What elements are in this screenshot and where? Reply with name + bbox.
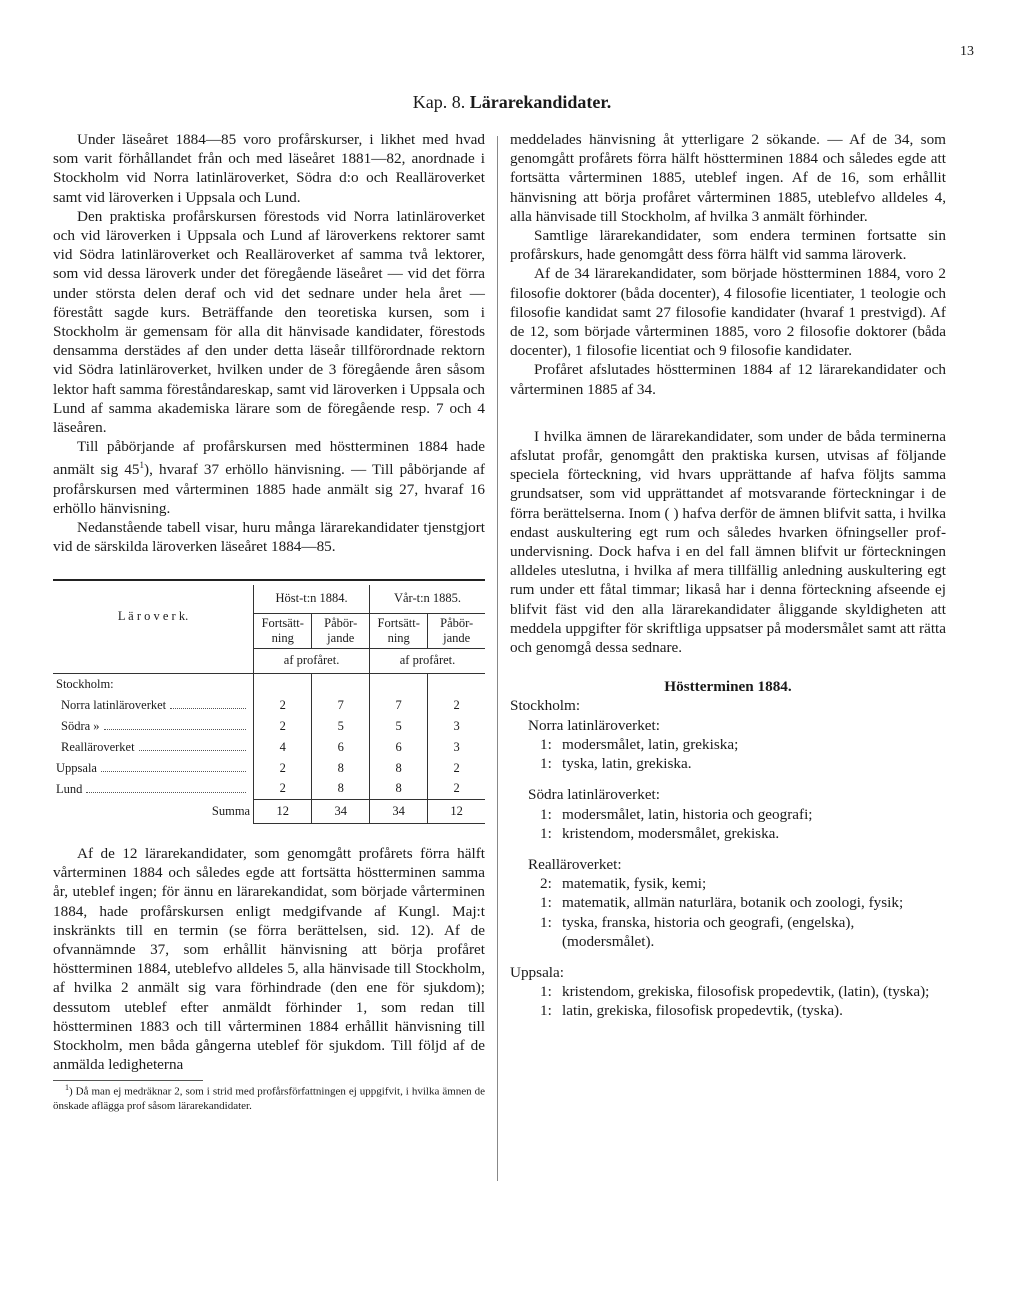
list-subjects: kristendom, grekiska, filosofisk propedevtik, (latin), (tyska); [562, 983, 930, 1001]
page-number: 13 [960, 44, 974, 59]
list-count: 1: [540, 755, 552, 773]
table-row [53, 673, 485, 695]
paragraph: Under läseåret 1884—85 voro profårskurser, i likhet med hvad som varit förhållandet från och med läseåret 1881—82, anordnade i Stockholm vid Norra latinläroverket, Södra d:o och Realläroverket samt vid läroverken i Uppsala och Lund. [53, 131, 485, 206]
table-header-laroverk: L ä r o v e r k. [117, 608, 189, 623]
row-label: Realläroverket [61, 739, 135, 754]
summa-cell: 12 [254, 800, 312, 824]
list-count: 1: [540, 735, 552, 753]
list-count: 1: [540, 983, 552, 1001]
list-item [540, 824, 946, 843]
paragraph: Den praktiska profårskursen förestods vid Norra latinläroverket och vid läroverken i Uppsala och Lund af läroverkens rektorer samt vid Södra latinläroverket och Realläroverket af samma två lektorer, som vid dessa läroverk under det föregående läseåret — vid det förra under största delen deraf och vid det sednare under hela året — förestått sagde kurs. Beträffande den teoretiska kursen, som i Stockholm är gemensam för alla dit hänvisade kandidater, förestods densamma derstädes af den under detta läseår tillförordnade rektorn vid Södra latinläroverket, hvilken under de 3 föregående åren såsom lektor haft samma föreståndareskap, samt vid läroverken i Uppsala och Lund af samma akademiska lärare som de föregående resp. 7 och 4 läseåren. [53, 207, 485, 437]
table-header-pabor: Påbör-jande [312, 613, 370, 648]
list-item [540, 805, 946, 824]
table-cell: 2 [254, 695, 312, 716]
list-item [540, 735, 946, 754]
table-cell: 6 [370, 737, 428, 758]
table-cell: 2 [428, 695, 485, 716]
summa-label: Summa [211, 804, 251, 819]
list-count: 1: [540, 894, 552, 912]
table-header-af: af profåret. [254, 648, 370, 673]
list-subjects: kristendom, modersmålet, grekiska. [562, 824, 780, 842]
chapter-title: Lärarekandidater. [469, 92, 612, 112]
table-cell: 8 [312, 758, 370, 779]
list-heading: Södra latinläroverket: [528, 786, 661, 804]
chapter-heading [0, 92, 1024, 113]
table-header-ht: Höst-t:n 1884. [254, 585, 370, 614]
list-item [540, 913, 946, 951]
table-row [53, 695, 485, 716]
list-count: 1: [540, 913, 552, 931]
paragraph: Nedanstående tabell visar, huru många lärarekandidater tjenstgjort vid de särskilda läroverken läseåret 1884—85. [53, 519, 485, 556]
footnote-ref: 1 [139, 460, 145, 471]
summa-cell: 12 [428, 800, 485, 824]
table-row [53, 716, 485, 737]
list-subjects: matematik, allmän naturlära, botanik och zoologi, fysik; [562, 894, 904, 912]
list-count: 2: [540, 875, 552, 893]
table-cell: 2 [428, 779, 485, 800]
table-header-af: af profåret. [370, 648, 485, 673]
list-item [540, 982, 946, 1001]
list-item [540, 874, 946, 893]
list-heading: Realläroverket: [528, 855, 622, 873]
list-subjects: latin, grekiska, filosofisk propedevtik, (tyska). [562, 1002, 843, 1020]
summa-cell: 34 [370, 800, 428, 824]
table-cell: 3 [428, 716, 485, 737]
row-label: Stockholm: [56, 676, 114, 691]
table-cell: 3 [428, 737, 485, 758]
table-header-vt: Vår-t:n 1885. [370, 585, 485, 614]
table-cell: 2 [254, 758, 312, 779]
subject-list [510, 696, 946, 1020]
left-column [53, 130, 485, 1113]
list-item [540, 1001, 946, 1020]
list-count: 1: [540, 1002, 552, 1020]
summa-cell: 34 [312, 800, 370, 824]
list-item [540, 893, 946, 912]
row-label: Norra latinläroverket [61, 697, 167, 712]
column-divider [497, 136, 498, 1181]
table-row [53, 758, 485, 779]
paragraph: meddelades hänvisning åt ytterligare 2 sökande. — Af de 34, som genomgått profårets förra hälft höstterminen 1884 och således egde att fortsätta vårterminen 1885, uteblef ingen. Af de 16, som erhållit hänvisning att börja profåret vårterminen 1885, uteblefvo alldeles 4, alla hänvisade till Stockholm, af hvilka 3 anmält förhinder. [510, 131, 946, 225]
list-subjects: matematik, fysik, kemi; [562, 875, 707, 893]
table-cell [312, 673, 370, 695]
row-label: Lund [56, 781, 83, 796]
table-cell: 8 [312, 779, 370, 800]
table-row [53, 779, 485, 800]
chapter-number: Kap. 8. [412, 92, 466, 112]
list-heading: Stockholm: [510, 697, 581, 715]
table-cell: 8 [370, 758, 428, 779]
table-cell: 2 [254, 716, 312, 737]
list-count: 1: [540, 824, 552, 842]
paragraph: Af de 34 lärarekandidater, som började höstterminen 1884, voro 2 filosofie doktorer (båda docenter), 4 filosofie licentiater, 1 teologie och filosofie kandidat samt 27 filosofie kandidater (hvaraf 1 prestvigd). Af de 12, som började vårterminen 1885, voro 2 filosofie doktorer (båda docenter), 1 filosofie licentiat och 9 filosofie kandidater. [510, 265, 946, 360]
paragraph: I hvilka ämnen de lärarekandidater, som under de båda terminerna afslutat profår, genomgått den praktiska kursen, utvisas af följande speciela förteckning, vid hvars upprättande af hafva följts samma grundsatser, som vid upprättandet af motsvarande förteckningar i de förra berättelserna. Inom ( ) hafva derför de ämnen blifvit satta, i hvilka endast auskultering egt rum och således hvarken öfningseller prof-undervisning. Dock hafva i en del fall ämnen blifvit ur förteckningen alldeles uteslutna, i hvilka af mera tillfällig anledning auskultering egt rum under ett fåtal timmar; likaså har i denna förteckning afseende ej blifvit fäst vid den alla lärarekandidater åliggande skyldigheten att meddela uppgifter för skriftliga uppsatser på modersmålet samt att rätta och genomgå dessa sednare. [510, 427, 946, 657]
table-header-pabor: Påbör-jande [428, 613, 485, 648]
table-cell [428, 673, 485, 695]
table-row [53, 737, 485, 758]
table-cell: 7 [312, 695, 370, 716]
paragraph: Profåret afslutades höstterminen 1884 af 12 lärarekandidater och vårterminen 1885 af 34. [510, 361, 946, 398]
paragraph: Till påbörjande af profårskursen med höstterminen 1884 hade anmält sig $45^1$), hvaraf 37 erhöllo hänvisning. — Till påbörjande af profårskursen med vårterminen 1885 hade anmält sig 27, hvaraf 16 erhöllo hänvisning. [53, 438, 485, 517]
table-cell: 2 [428, 758, 485, 779]
list-count: 1: [540, 805, 552, 823]
table-cell: 8 [370, 779, 428, 800]
paragraph: Af de 12 lärarekandidater, som genomgått profårets förra hälft vårterminen 1884 och således egde att fortsätta höstterminen samma år, uteblef ingen; för ännu en lärarekandidat, som började vårterminen 1884, hade profårskursen enligt medgifvande af Kungl. Maj:t inskränkts till en termin (se förra berättelsen, sid. 12). Af de ofvannämnde 37, som erhållit hänvisning att börja profåret höstterminen 1884, uteblefvo alldeles 5, alla hänvisade till Stockholm, af hvilka 2 anmält sig vara förhindrade (den ene för sjukdom); dessutom uteblef efter anmäldt förhinder 1, som redan till höstterminen 1883 och till vårterminen 1884 erhållit hänvisning till Stockholm, men båda gångerna uteblef för sjukdom. Till följd af de anmälda ledigheterna [53, 845, 485, 1074]
list-subjects: tyska, latin, grekiska. [562, 755, 692, 773]
table-cell: 5 [312, 716, 370, 737]
table-cell: 7 [370, 695, 428, 716]
list-subjects: modersmålet, latin, historia och geografi; [562, 805, 813, 823]
table-cell: 6 [312, 737, 370, 758]
table-cell: 4 [254, 737, 312, 758]
table-summa-row [53, 800, 485, 824]
laroverk-table [53, 579, 485, 825]
table-cell: 2 [254, 779, 312, 800]
section-heading: Höstterminen 1884. [664, 678, 792, 696]
row-label: Uppsala [56, 760, 97, 775]
table-cell [254, 673, 312, 695]
list-heading: Norra latinläroverket: [528, 716, 660, 734]
table-header-fort: Fortsätt-ning [254, 613, 312, 648]
paragraph: Samtlige lärarekandidater, som endera terminen fortsatte sin profårskurs, hade genomgått dess förra hälft vid samma läroverk. [510, 227, 946, 264]
list-heading: Uppsala: [510, 963, 564, 981]
list-subjects: tyska, franska, historia och geografi, (engelska), (modersmålet). [562, 913, 855, 950]
list-item [540, 754, 946, 773]
table-cell: 5 [370, 716, 428, 737]
list-subjects: modersmålet, latin, grekiska; [562, 735, 739, 753]
footnote: $^1$) Då man ej medräknar 2, som i strid med profårsförfattningen ej uppgifvit, i hvilka ämnen de önskade aflägga prof såsom lärarekandidater. [53, 1083, 485, 1113]
row-label: Södra » [61, 718, 100, 733]
right-column [510, 130, 946, 1021]
table-cell [370, 673, 428, 695]
table-header-fort: Fortsätt-ning [370, 613, 428, 648]
